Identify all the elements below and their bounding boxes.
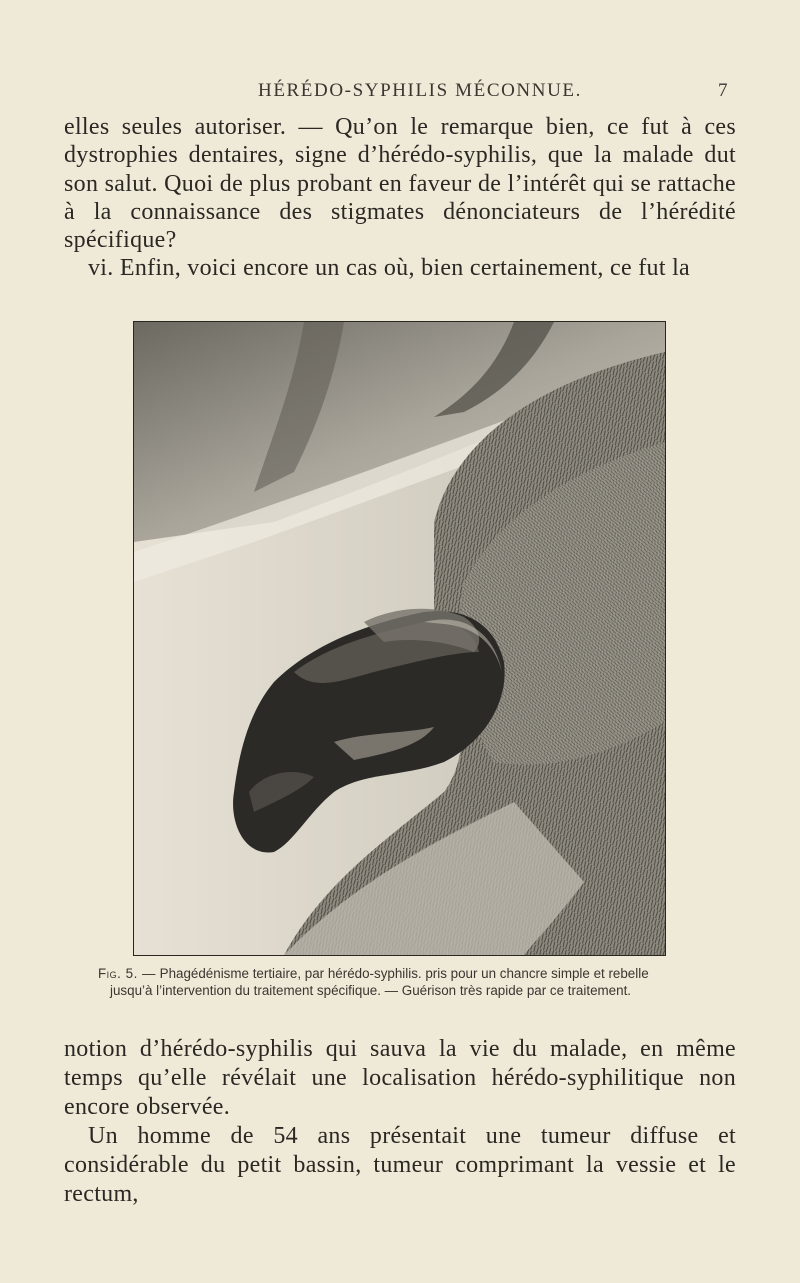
figure-photograph — [133, 321, 666, 956]
body-text-bottom — [64, 1035, 736, 1209]
figure-caption — [98, 965, 746, 999]
figure-label: Fig. 5. — — [98, 966, 156, 981]
paragraph: elles seules autoriser. — Qu’on le remarque bien, ce fut à ces dystrophies dentaires, signe d’hérédo-syphilis, que la malade dut son salut. Quoi de plus probant en faveur de l’intérêt qui se rattache à la connaissance des stigmates dénonciateurs de l’hérédité spécifique? — [64, 114, 736, 254]
caption-text-continued: jusqu’à l’intervention du traitement spécifique. — Guérison très rapide par ce traitement. — [110, 983, 632, 998]
page-number: 7 — [718, 80, 728, 101]
body-text-top — [64, 113, 736, 283]
paragraph: vi. Enfin, voici encore un cas où, bien certainement, ce fut la — [88, 255, 691, 282]
caption-text: Phagédénisme tertiaire, par hérédo-syphilis. pris pour un chancre simple et rebelle — [159, 966, 649, 981]
running-title: HÉRÉDO-SYPHILIS MÉCONNUE. — [258, 80, 582, 101]
paragraph: notion d’hérédo-syphilis qui sauva la vie du malade, en même temps qu’elle révélait une localisation hérédo-syphilitique non encore observée. — [64, 1036, 736, 1120]
running-head — [0, 80, 800, 104]
paragraph: Un homme de 54 ans présentait une tumeur diffuse et considérable du petit bassin, tumeur comprimant la vessie et le rectum, — [64, 1123, 736, 1207]
